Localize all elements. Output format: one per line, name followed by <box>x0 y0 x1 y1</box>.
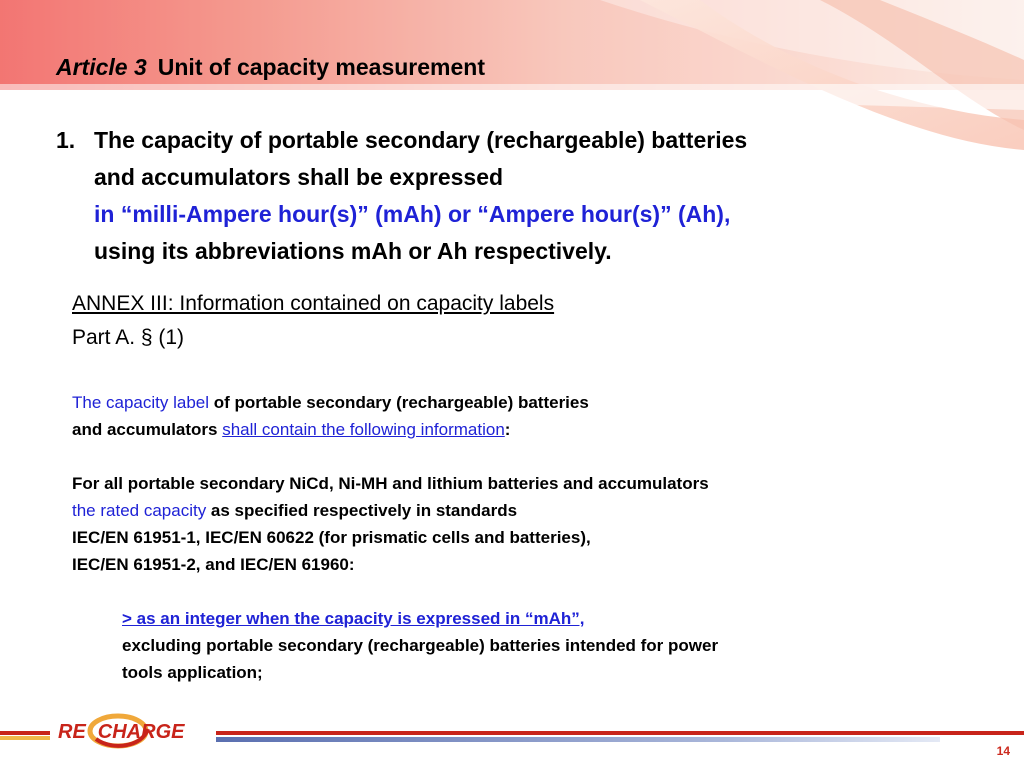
para3-line-3: tools application; <box>122 663 263 682</box>
rated-capacity-term: the rated capacity <box>72 501 207 520</box>
accumulators-text: and accumulators <box>72 420 223 439</box>
para2-line-1: For all portable secondary NiCd, Ni-MH and lithium batteries and accumulators <box>72 474 709 493</box>
recharge-logo <box>52 711 212 751</box>
point-line-4: using its abbreviations mAh or Ah respectively. <box>94 238 612 264</box>
title-article: Article 3 <box>56 54 147 80</box>
para3-line-2: excluding portable secondary (rechargeable) batteries intended for power <box>122 636 719 655</box>
rated-capacity-paragraph <box>72 470 709 578</box>
logo-re: RE <box>58 721 86 743</box>
logo-charge: CHARGE <box>97 721 185 743</box>
point-line-2: and accumulators shall be expressed <box>94 164 504 190</box>
capacity-label-term: The capacity label <box>72 393 210 412</box>
annex-heading: ANNEX III: Information contained on capacity labels <box>72 292 555 315</box>
integer-rule-paragraph <box>122 605 718 686</box>
point-1-continued <box>94 196 730 270</box>
integer-rule-line: > as an integer when the capacity is expressed in “mAh”, <box>122 609 585 628</box>
para2-line-4: IEC/EN 61951-2, and IEC/EN 61960: <box>72 555 355 574</box>
page-number: 14 <box>996 744 1010 758</box>
point-line-1: The capacity of portable secondary (rechargeable) batteries <box>94 127 748 153</box>
point-line-3: in “milli-Ampere hour(s)” (mAh) or “Ampere hour(s)” (Ah), <box>94 201 731 227</box>
capacity-label-paragraph <box>72 389 589 443</box>
annex-part: Part A. § (1) <box>72 326 185 349</box>
title-subject: Unit of capacity measurement <box>157 54 485 80</box>
shall-contain-link: shall contain the following information <box>222 420 505 439</box>
slide-title <box>56 54 485 81</box>
capacity-label-text: of portable secondary (rechargeable) batteries <box>209 393 589 412</box>
point-number: 1. <box>56 127 76 153</box>
para2-line-3: IEC/EN 61951-1, IEC/EN 60622 (for prismatic cells and batteries), <box>72 528 591 547</box>
annex-block <box>72 287 554 355</box>
para2-line-2-rest: as specified respectively in standards <box>206 501 518 520</box>
colon: : <box>504 420 511 439</box>
